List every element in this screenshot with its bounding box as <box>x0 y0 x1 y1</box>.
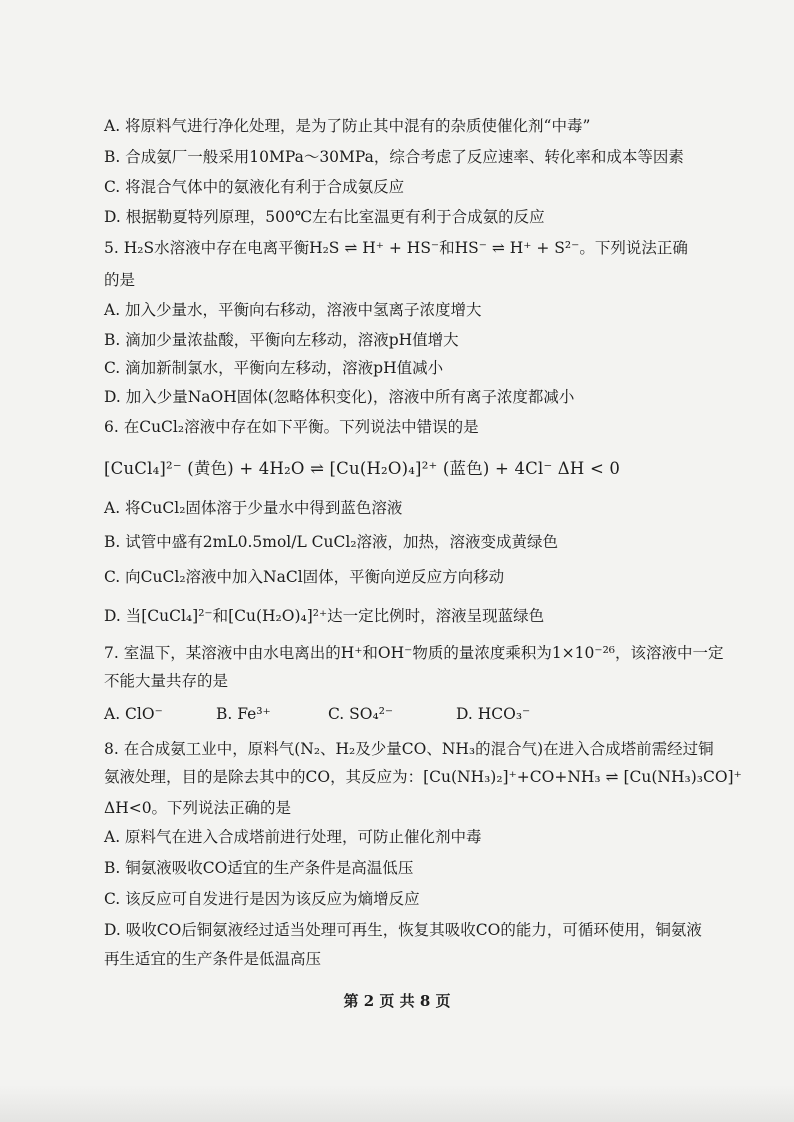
q7-options <box>104 703 694 725</box>
q5-option-a: A. 加入少量水，平衡向右移动，溶液中氢离子浓度增大 <box>104 301 482 319</box>
q5-option-d: D. 加入少量NaOH固体(忽略体积变化)，溶液中所有离子浓度都减小 <box>104 388 575 406</box>
q8-option-d: D. 吸收CO后铜氨液经过适当处理可再生，恢复其吸收CO的能力，可循环使用，铜氨液 <box>104 921 702 939</box>
q8-option-b: B. 铜氨液吸收CO适宜的生产条件是高温低压 <box>104 859 414 877</box>
q8-stem-line3: ΔH<0。下列说法正确的是 <box>104 799 292 817</box>
q4-option-a: A. 将原料气进行净化处理，是为了防止其中混有的杂质使催化剂“中毒” <box>104 117 591 135</box>
page-footer: 第 2 页 共 8 页 <box>343 992 451 1010</box>
q8-option-d-continued: 再生适宜的生产条件是低温高压 <box>104 950 322 968</box>
q8-option-a: A. 原料气在进入合成塔前进行处理，可防止催化剂中毒 <box>104 828 482 846</box>
q6-option-c: C. 向CuCl₂溶液中加入NaCl固体，平衡向逆反应方向移动 <box>104 568 505 586</box>
q8-stem-line1: 8. 在合成氨工业中，原料气(N₂、H₂及少量CO、NH₃的混合气)在进入合成塔前需经过铜 <box>104 740 714 758</box>
q6-equation: [CuCl₄]²⁻ (黄色) + 4H₂O ⇌ [Cu(H₂O)₄]²⁺ (蓝色) + 4Cl⁻ ΔH < 0 <box>104 459 621 478</box>
q7-stem-line2: 不能大量共存的是 <box>104 672 229 690</box>
q7-option-b: B. Fe³⁺ <box>216 705 271 723</box>
q7-stem-line1: 7. 室温下，某溶液中由水电离出的H⁺和OH⁻物质的量浓度乘积为1×10⁻²⁶，该溶液中一定 <box>104 644 724 662</box>
q5-stem-line2: 的是 <box>104 271 136 289</box>
q6-option-d: D. 当[CuCl₄]²⁻和[Cu(H₂O)₄]²⁺达一定比例时，溶液呈现蓝绿色 <box>104 607 545 625</box>
q6-stem: 6. 在CuCl₂溶液中存在如下平衡。下列说法中错误的是 <box>104 418 479 436</box>
q4-option-b: B. 合成氨厂一般采用10MPa～30MPa，综合考虑了反应速率、转化率和成本等因素 <box>104 148 684 166</box>
q7-option-c: C. SO₄²⁻ <box>328 705 394 723</box>
q8-option-c: C. 该反应可自发进行是因为该反应为熵增反应 <box>104 890 420 908</box>
q5-stem-line1: 5. H₂S水溶液中存在电离平衡H₂S ⇌ H⁺ + HS⁻和HS⁻ ⇌ H⁺ + S²⁻。下列说法正确 <box>104 239 688 257</box>
q6-option-a: A. 将CuCl₂固体溶于少量水中得到蓝色溶液 <box>104 499 403 517</box>
scan-shadow <box>0 1085 794 1122</box>
q7-option-d: D. HCO₃⁻ <box>456 705 531 723</box>
q7-option-a: A. ClO⁻ <box>104 705 163 723</box>
q8-stem-line2: 氨液处理，目的是除去其中的CO，其反应为：[Cu(NH₃)₂]⁺+CO+NH₃ ⇌ [Cu(NH₃)₃CO]⁺ <box>104 768 742 786</box>
q4-option-c: C. 将混合气体中的氨液化有利于合成氨反应 <box>104 178 405 196</box>
q6-option-b: B. 试管中盛有2mL0.5mol/L CuCl₂溶液，加热，溶液变成黄绿色 <box>104 533 559 551</box>
q4-option-d: D. 根据勒夏特列原理，500℃左右比室温更有利于合成氨的反应 <box>104 208 545 226</box>
q5-option-b: B. 滴加少量浓盐酸，平衡向左移动，溶液pH值增大 <box>104 331 459 349</box>
q5-option-c: C. 滴加新制氯水，平衡向左移动，溶液pH值减小 <box>104 359 444 377</box>
